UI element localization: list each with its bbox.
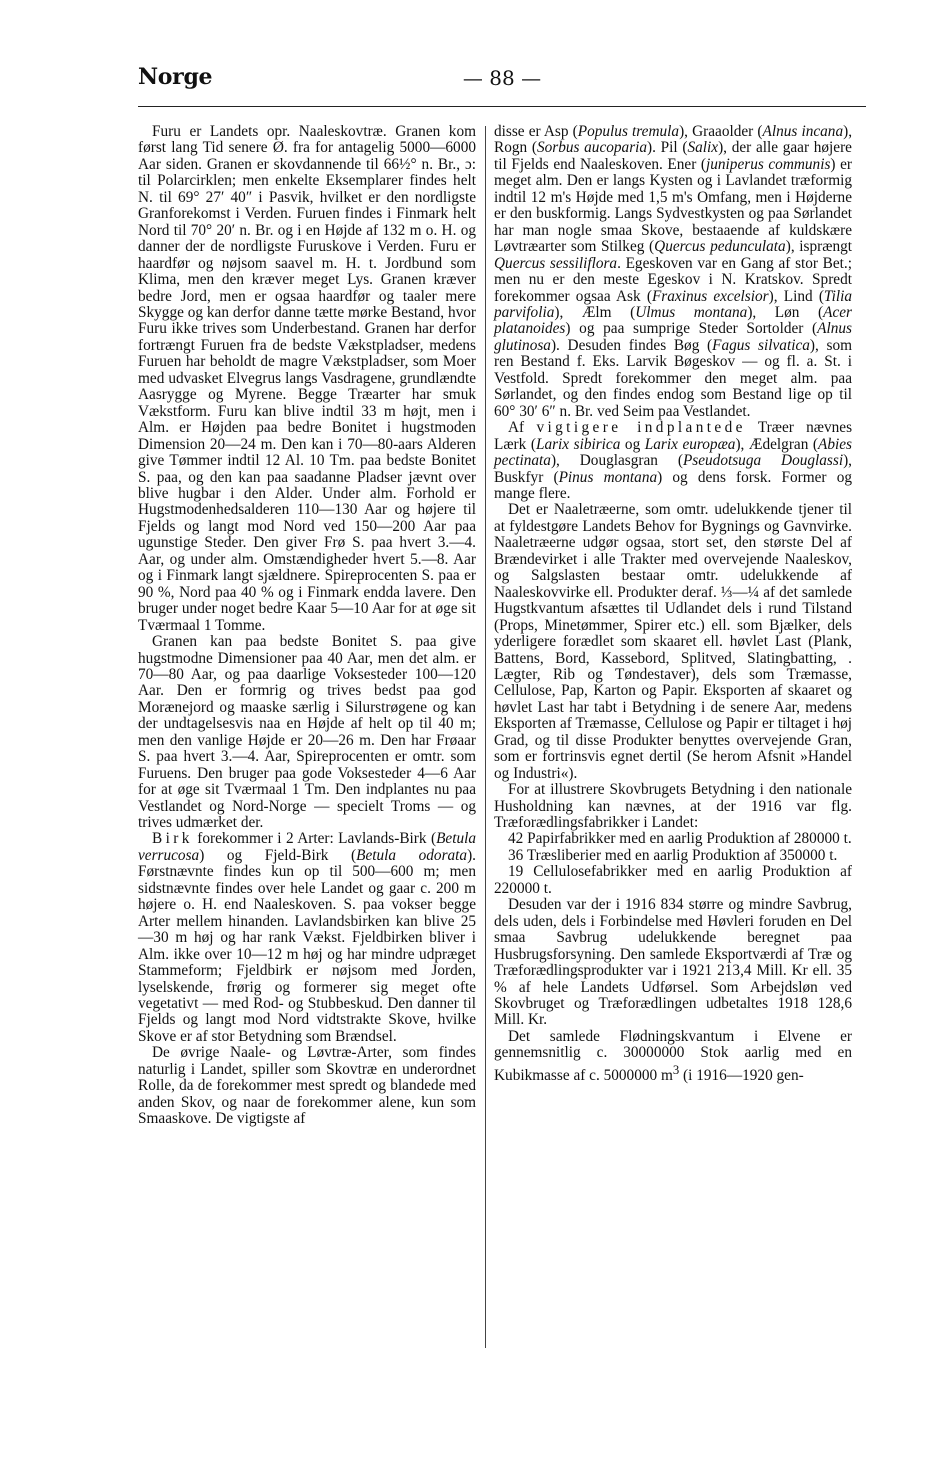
paragraph-furu-gran: Furu er Landets opr. Naaleskovtræ. Granen kom først lang Tid senere Ø. fra for antagelig 5000—6000 Aar siden. Granen er skovdannende til 66½° n. Br., ɔ: til Polarcirklen; men enkelte Eksemplarer findes helt N. til 69° 27′ 40″ i Pasvik, hvilket er den nordligste Granforekomst i Verden. Furuen findes i Finmark helt Nord til 70° 20′ n. Br. og i en Højde af 132 m o. H. og danner der de nordligste Furuskove i Verden. Furu er haardfør og nøjsom saavel m. H. t. Jordbund som Klima, men den kræver meget Lys. Granen kræver bedre Jord, men er ogsaa haardfør og taaler mere Skygge og kan derfor danne tætte mørke Bestand, hvor Furu ikke trives som Underbestand. Granen har derfor fortrængt Furuen fra de bedste Vækstpladser, medens Furuen har beholdt de magre Vækstpladser, som Moer med udvasket Elvegrus langs Vasdragene, grundlændte Aasrygge og Myrene. Begge Træarter har smuk Vækstform. Furu kan blive indtil 33 m højt, men i Alm. er Højden paa bedre Bonitet i hugstmoden Dimension 20—24 m. Den kan i 70—80-aars Alderen give Tømmer indtil 12 Al. 10 Tm. paa bedste Bonitet S. paa, og den kan paa saadanne Pladser jævnt over blive hugbar i den Alder. Under alm. Forhold er Hugstmodenhedsalderen 110—130 Aar og højere til Fjelds og langt mod Nord ved 150—200 Aar paa ugunstige Steder. Den giver Frø S. paa hvert 3.—4. Aar, og under alm. Omstændigheder hvert 5.—8. Aar og i Finmark langt sjældnere. Spireprocenten S. paa er 90 %, Nord paa 40 % og i Finmark endda lavere. Den bruger under noget bedre Kaar 5—10 Aar for at øge sit Tværmaal 1 Tomme. — [138, 123, 476, 634]
latin-name: Tilia parvifolia — [494, 287, 852, 321]
latin-name: Fagus silvatica — [712, 336, 810, 354]
list-item-cellulosefabrikker: 19 Cellulosefabrikker med en aarlig Produktion af 220000 t. — [494, 863, 852, 897]
paragraph-naaletrae: Det er Naaletræerne, som omtr. udelukkende tjener til at fyldestgøre Landets Behov for Bygnings og Gavnvirke. Naaletræerne udgør ogsaa, stort set, den største Del af Brændevirket i alle Trakter med overvejende Naaleskov, og Salgslasten bestaar omtr. udelukkende af Naaleskovvirke ell. Produkter deraf. ⅓—¼ af det samlede Hugstkvantum afsættes til Udlandet dels i rund Tilstand (Props, Minetømmer, Spirer etc.) ell. som Bjælker, dels yderligere forædlet som skaaret ell. høvlet Last (Plank, Battens, Bord, Kassebord, Splitved, Slatingbatting, . Lægter, Rib og Tøndestaver), dels som Træmasse, Cellulose, Pap, Karton og Papir. Eksporten af skaaret og høvlet Last har tabt i Betydning i de senere Aar, medens Eksporten af Træmasse, Cellulose og Papir er tiltaget i høj Grad, og til disse Produkter benyttes overvejende Gran, som er fortrinsvis egnet dertil (Se herom Afsnit »Handel og Industri«). — [494, 501, 852, 782]
latin-name: Quercus pedunculata — [654, 238, 786, 256]
header-rule — [138, 106, 866, 107]
latin-name: Acer platanoides — [494, 303, 852, 338]
paragraph-birk: Birk forekommer i 2 Arter: Lavlands-Birk (Betula verrucosa) og Fjeld-Birk (Betula odorata). Førstnævnte findes kun op til 500—600 m; men sidstnævnte findes over hele Landet og gaar c. 200 m højere o. H. end Naaleskoven. S. paa vokser begge Arter mellem hinanden. Lavlandsbirken kan blive 25—30 m høj og har rank Vækst. Fjeldbirken bliver i Alm. ikke over 10—12 m høj og har mindre udpræget Stammeform; Fjeldbirk er nøjsom med Jorden, lyselskende, frørig og formerer sig meget ofte vegetativt — med Rod- og Stubbeskud. Den danner til Fjelds og langt mod Nord vidtstrakte Skove, hvilke Skove er af stor Betydning som Brændsel. — [138, 830, 476, 1045]
latin-name: Populus tremula — [577, 123, 680, 140]
page-title: Norge — [138, 64, 213, 90]
latin-name: Betula verrucosa — [138, 830, 476, 864]
term-vigtigere-indplantede: vigtigere indplantede — [536, 419, 746, 437]
latin-name: Salix — [687, 139, 719, 157]
latin-name: Betula odorata — [356, 846, 468, 864]
list-item-traesliberier: 36 Træsliberier med en aarlig Produktion af 350000 t. — [508, 846, 838, 864]
column-divider — [485, 126, 486, 1348]
latin-name: Pinus montana — [558, 468, 658, 486]
paragraph-indplantede: Af vigtigere indplantede Træer nævnes Lærk (Larix sibirica og Larix europæa), Ædelgran (Abies pectinata), Douglasgran (Pseudotsuga Douglassi), Buskfyr (Pinus montana) og dens forsk. Former og mange flere. — [494, 419, 853, 502]
latin-name: Abies pectinata — [494, 435, 853, 470]
term-birk: Birk — [152, 830, 193, 848]
paragraph-ovrige: De øvrige Naale- og Løvtræ-Arter, som findes naturlig i Landet, spiller som Skovtræ en underordnet Rolle, da de forekommer mest spredt og blandede med anden Skov, og naar de forekommer alene, kun som Smaaskove. De vigtigste af — [138, 1044, 476, 1128]
right-column — [494, 124, 852, 1084]
latin-name: Alnus incana — [762, 123, 844, 140]
page-number: — 88 — — [462, 66, 542, 90]
latin-name: Fraxinus excelsior — [651, 287, 769, 305]
left-column — [138, 124, 476, 1128]
paragraph-lovtrae: disse er Asp (Populus tremula), Graaolder (Alnus incana), Rogn (Sorbus aucoparia). Pil (Salix), der alle gaar højere til Fjelds end Naaleskoven. Ener (juniperus communis) er meget alm. Den er langs Kysten og i Lavlandet træformig indtil 12 m's Højde med 1,5 m's Omfang, men i Højderne er den buskformig. Langs Sydvestkysten og paa Sørlandet har man nogle smaa Skove, bestaaende af kuldskære Løvtræarter som Stilkeg (Quercus pedunculata), isprængt Quercus sessiliflora. Egeskoven var en Gang af stor Bet.; men nu er den meste Egeskov i N. Kratskov. Spredt forekommer ogsaa Ask (Fraxinus excelsior), Lind (Tilia parvifolia), Ælm (Ulmus montana), Løn (Acer platanoides) og paa sumprige Steder Sortolder (Alnus glutinosa). Desuden findes Bøg (Fagus silvatica), som ren Bestand f. Eks. Larvik Bøgeskov — og fl. a. St. i Vestfold. Spredt forekommer den meget alm. paa Sørlandet, og den findes endog som Bestand lige op til 60° 30′ 6″ n. Br. ved Seim paa Vestlandet. — [494, 123, 853, 420]
latin-name: Alnus glutinosa — [494, 320, 852, 354]
latin-name: Larix europæa — [644, 435, 736, 453]
page-header — [138, 58, 866, 102]
latin-name: Larix sibirica — [535, 435, 621, 453]
latin-name: Ulmus montana — [635, 303, 748, 321]
paragraph-flodning: Det samlede Flødningskvantum i Elvene er gennemsnitlig c. 30000000 Stok aarlig med en Kubikmasse af c. 5000000 $m^3$ (i 1916—1920 gen- — [494, 1027, 852, 1084]
latin-name: juniperus communis — [706, 155, 831, 173]
paragraph-husholdning: For at illustrere Skovbrugets Betydning i den nationale Husholdning kan nævnes, at der 1916 var flg. Træforædlingsfabrikker i Landet: — [494, 781, 852, 832]
paragraph-savbrug: Desuden var der i 1916 834 større og mindre Savbrug, dels uden, dels i Forbindelse med Høvleri foruden en Del smaa Savbrug udelukkende beregnet paa Husbrugsforsyning. Den samlede Eksportværdi af Træ og Træforædlingsprodukter var i 1921 213,4 Mill. Kr ell. 35 % af hele Landets Udførsel. Som Arbejdsløn ved Skovbruget og Træforædlingen udbetaltes 1918 128,6 Mill. Kr. — [494, 896, 852, 1029]
latin-name: Pseudotsuga Douglassi — [682, 452, 844, 470]
list-item-papirfabrikker: 42 Papirfabrikker med en aarlig Produktion af 280000 t. — [508, 830, 852, 848]
paragraph-granen: Granen kan paa bedste Bonitet S. paa give hugstmodne Dimensioner paa 40 Aar, men det alm. er 70—80 Aar, og paa daarlige Voksesteder 100—120 Aar. Den er formrig og trives bedst paa god Morænejord og maaske særlig i Silurstrøgene og kan der undtagelsesvis naa en Højde af helt op til 40 m; men den vanlige Højde er 20—26 m. Den har Frøaar S. paa hvert 3.—4. Aar, Spireprocenten er omtr. som Furuens. Den bruger paa gode Voksesteder 4—6 Aar for at øge sit Tværmaal 1 Tm. Den indplantes nu paa Vestlandet og Nord-Norge — specielt Troms — og trives udmærket der. — [138, 633, 476, 832]
latin-name: Quercus sessiliflora — [494, 254, 618, 272]
latin-name: Sorbus aucoparia — [536, 139, 648, 157]
